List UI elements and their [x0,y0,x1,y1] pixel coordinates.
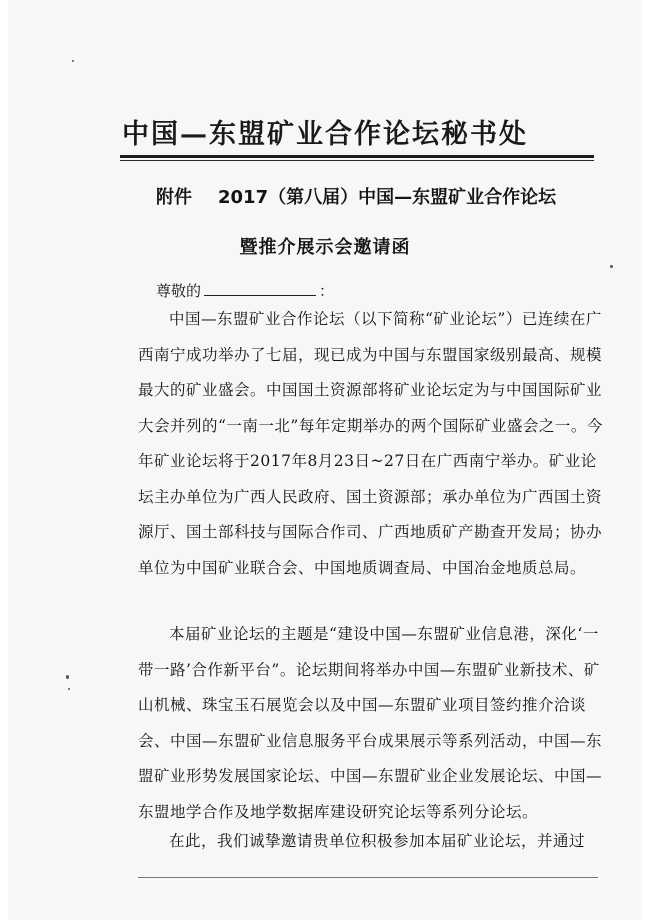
scan-speck [66,675,69,679]
title-main: 2017（第八届）中国—东盟矿业合作论坛 [218,187,557,208]
paragraph-1: 中国—东盟矿业合作论坛（以下简称“矿业论坛”）已连续在广西南宁成功举办了七届，现已成为中国与东盟国家级别最高、规模最大的矿业盛会。中国国土资源部将矿业论坛定为与中国国际矿业大会并列的“一南一北”每年定期举办的两个国际矿业盛会之一。今年矿业论坛将于2017年8月23日~27日在广西南宁举办。矿业论坛主办单位为广西人民政府、国土资源部；承办单位为广西国土资源厅、国土部科技与国际合作司、广西地质矿产勘查开发局；协办单位为中国矿业联合会、中国地质调查局、中国冶金地质总局。 [138,310,603,577]
paragraph-2: 本届矿业论坛的主题是“建设中国—东盟矿业信息港，深化‘一带一路’合作新平台”。论坛期间将举办中国—东盟矿业新技术、矿山机械、珠宝玉石展览会以及中国—东盟矿业项目签约推介洽谈会、中国—东盟矿业信息服务平台成果展示等系列活动，中国—东盟矿业形势发展国家论坛、中国—东盟矿业企业发展论坛、中国—东盟地学合作及地学数据库建设研究论坛等系列分论坛。 [138,625,603,821]
salutation-suffix: ： [319,282,335,300]
document-title-line1 [156,183,556,209]
letterhead-rule-thin [120,160,594,161]
salutation-prefix: 尊敬的 [156,282,202,300]
letterhead: 中国—东盟矿业合作论坛秘书处 [122,119,528,150]
salutation [156,280,334,301]
scan-edge-line [138,877,598,878]
scan-speck [68,688,70,690]
scan-speck [610,265,613,268]
recipient-blank [204,281,316,296]
document-page [8,0,642,920]
document-title-line2: 暨推介展示会邀请函 [239,237,411,258]
scan-speck [72,60,74,62]
paragraph-3: 在此，我们诚挚邀请贵单位积极参加本届矿业论坛，并通过 [169,832,586,850]
attachment-label: 附件 [156,187,192,208]
letterhead-rule [120,155,594,158]
